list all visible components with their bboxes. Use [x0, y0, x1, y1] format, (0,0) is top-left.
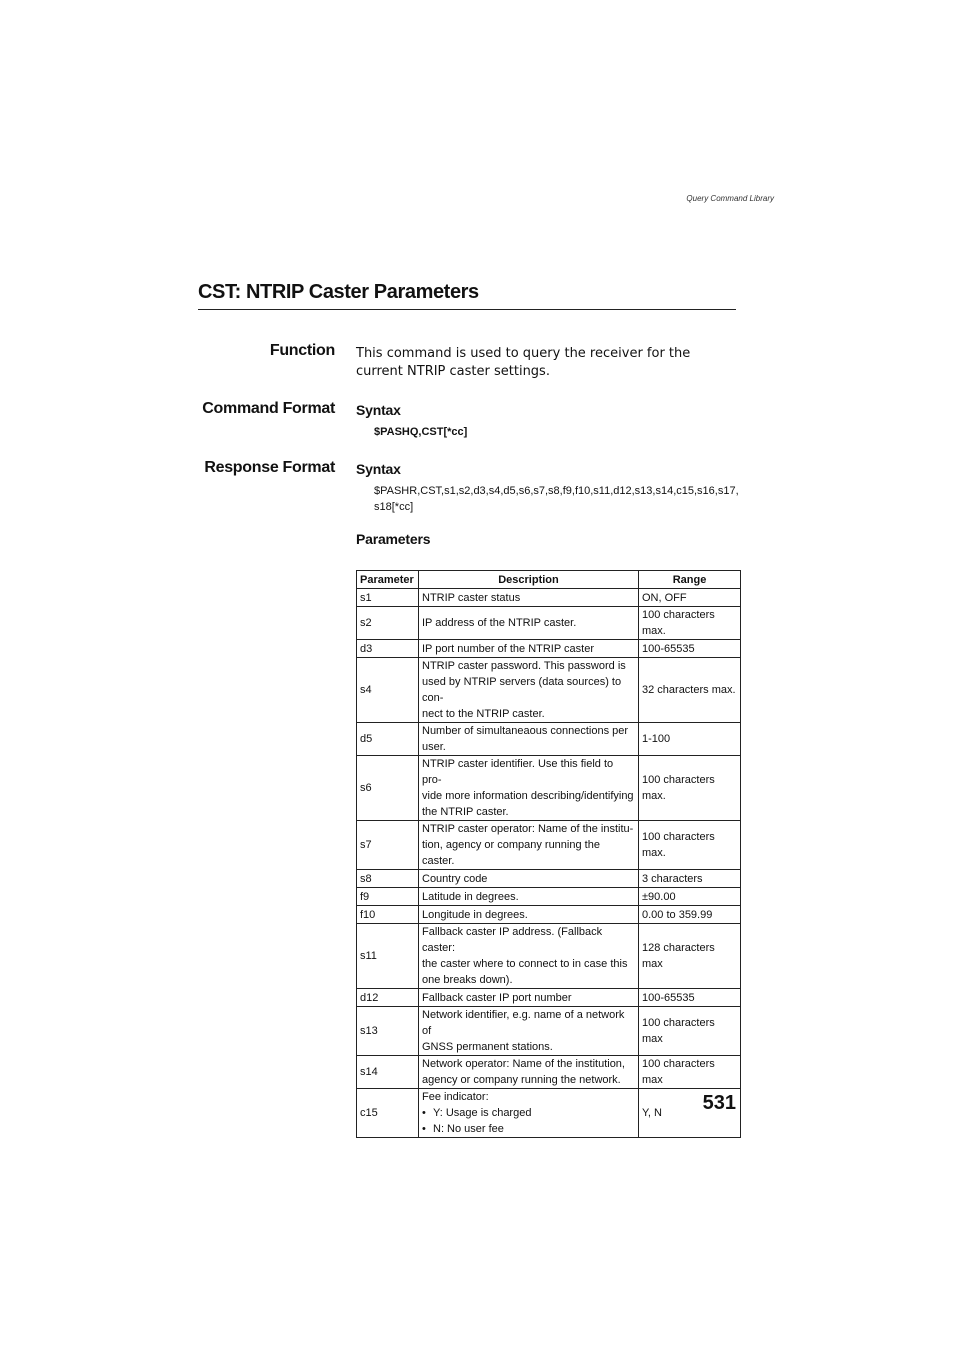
description-line: Fallback caster IP port number	[422, 991, 572, 1004]
response-syntax	[374, 483, 744, 515]
param-cell: s13	[357, 1007, 419, 1056]
running-head: Query Command Library	[686, 194, 774, 203]
table-row	[357, 870, 741, 888]
table-row	[357, 723, 741, 756]
description-cell	[419, 1007, 639, 1056]
description-cell	[419, 723, 639, 756]
param-cell: d3	[357, 640, 419, 658]
range-cell: 1-100	[639, 723, 741, 756]
description-line: the caster where to connect to in case this	[422, 958, 628, 970]
param-cell: s1	[357, 589, 419, 607]
function-text: This command is used to query the receiver for the current NTRIP caster settings.	[356, 346, 691, 379]
description-line: GNSS permanent stations.	[422, 1041, 553, 1053]
description-cell	[419, 924, 639, 989]
description-cell	[419, 1056, 639, 1089]
param-cell: s14	[357, 1056, 419, 1089]
table-row	[357, 888, 741, 906]
param-cell: d12	[357, 989, 419, 1007]
description-line: one breaks down).	[422, 974, 513, 986]
column-header-range: Range	[639, 571, 741, 589]
table-row	[357, 924, 741, 989]
description-line: Latitude in degrees.	[422, 890, 519, 903]
function-heading: Function	[269, 342, 335, 359]
table-row	[357, 1007, 741, 1056]
param-cell: f10	[357, 906, 419, 924]
range-cell: 100-65535	[639, 989, 741, 1007]
param-cell: s11	[357, 924, 419, 989]
range-cell: ON, OFF	[639, 589, 741, 607]
description-line: NTRIP caster identifier. Use this field to pro-	[422, 758, 614, 786]
param-cell: s8	[357, 870, 419, 888]
description-cell	[419, 906, 639, 924]
range-cell: 0.00 to 359.99	[639, 906, 741, 924]
range-cell: Y, N	[639, 1089, 741, 1138]
param-cell: s7	[357, 821, 419, 870]
description-line: NTRIP caster password. This password is	[422, 660, 626, 672]
page-number: 531	[702, 1092, 736, 1114]
command-syntax-heading: Syntax	[356, 402, 401, 418]
description-cell	[419, 989, 639, 1007]
description-line: Network identifier, e.g. name of a network of	[422, 1009, 625, 1037]
description-line: Country code	[422, 872, 488, 885]
table-row	[357, 906, 741, 924]
description-cell	[419, 1089, 639, 1138]
table-row	[357, 607, 741, 640]
table-row	[357, 640, 741, 658]
description-line: vide more information describing/identifying	[422, 790, 634, 802]
response-syntax-line: $PASHR,CST,s1,s2,d3,s4,d5,s6,s7,s8,f9,f10,s11,d12,s13,s14,c15,s16,s17,	[374, 485, 739, 497]
description-line: agency or company running the network.	[422, 1074, 621, 1086]
description-cell	[419, 589, 639, 607]
param-cell: f9	[357, 888, 419, 906]
table-row	[357, 1056, 741, 1089]
description-line: user.	[422, 741, 446, 753]
response-syntax-line: s18[*cc]	[374, 501, 414, 513]
range-cell: 3 characters	[639, 870, 741, 888]
description-line: IP port number of the NTRIP caster	[422, 642, 595, 655]
description-line: NTRIP caster operator: Name of the institu-	[422, 823, 634, 835]
description-line: the NTRIP caster.	[422, 806, 509, 818]
column-header-parameter: Parameter	[357, 571, 419, 589]
description-line: IP address of the NTRIP caster.	[422, 617, 577, 629]
table-row	[357, 756, 741, 821]
bullet-text: Y: Usage is charged	[433, 1107, 532, 1119]
response-format-heading: Response Format	[204, 459, 335, 476]
description-cell	[419, 821, 639, 870]
bullet-list	[422, 1105, 635, 1137]
range-cell: 100-65535	[639, 640, 741, 658]
parameters-heading: Parameters	[356, 531, 431, 547]
description-cell	[419, 607, 639, 640]
description-line: Longitude in degrees.	[422, 908, 528, 921]
description-cell	[419, 888, 639, 906]
description-cell	[419, 640, 639, 658]
range-cell: 32 characters max.	[639, 658, 741, 723]
table-row	[357, 821, 741, 870]
description-line: tion, agency or company running the caster.	[422, 839, 600, 867]
bullet-item	[422, 1105, 635, 1121]
param-cell: s2	[357, 607, 419, 640]
parameters-table	[356, 570, 741, 1138]
description-line: Number of simultaneaous connections per	[422, 725, 629, 737]
description-line: Network operator: Name of the institution,	[422, 1058, 625, 1070]
range-cell: 100 characters max.	[639, 607, 741, 640]
range-cell: 100 characters max	[639, 1056, 741, 1089]
description-line: used by NTRIP servers (data sources) to con-	[422, 676, 622, 704]
description-cell	[419, 870, 639, 888]
param-cell: s6	[357, 756, 419, 821]
param-cell: d5	[357, 723, 419, 756]
page-title: CST: NTRIP Caster Parameters	[198, 281, 736, 310]
table-header-row	[357, 571, 741, 589]
description-line: Fee indicator:	[422, 1091, 489, 1103]
bullet-item	[422, 1121, 635, 1137]
range-cell: ±90.00	[639, 888, 741, 906]
description-cell	[419, 658, 639, 723]
description-line: nect to the NTRIP caster.	[422, 708, 545, 720]
param-cell: c15	[357, 1089, 419, 1138]
table-row	[357, 589, 741, 607]
range-cell: 100 characters max.	[639, 821, 741, 870]
table-row	[357, 989, 741, 1007]
range-cell: 128 characters max	[639, 924, 741, 989]
command-syntax: $PASHQ,CST[*cc]	[374, 426, 468, 438]
bullet-text: N: No user fee	[433, 1123, 504, 1135]
command-format-heading: Command Format	[202, 400, 335, 417]
response-syntax-heading: Syntax	[356, 461, 401, 477]
param-cell: s4	[357, 658, 419, 723]
range-cell: 100 characters max.	[639, 756, 741, 821]
column-header-description: Description	[419, 571, 639, 589]
description-line: Fallback caster IP address. (Fallback caster:	[422, 926, 603, 954]
table-row	[357, 658, 741, 723]
description-line: NTRIP caster status	[422, 591, 521, 604]
range-cell: 100 characters max	[639, 1007, 741, 1056]
description-cell	[419, 756, 639, 821]
